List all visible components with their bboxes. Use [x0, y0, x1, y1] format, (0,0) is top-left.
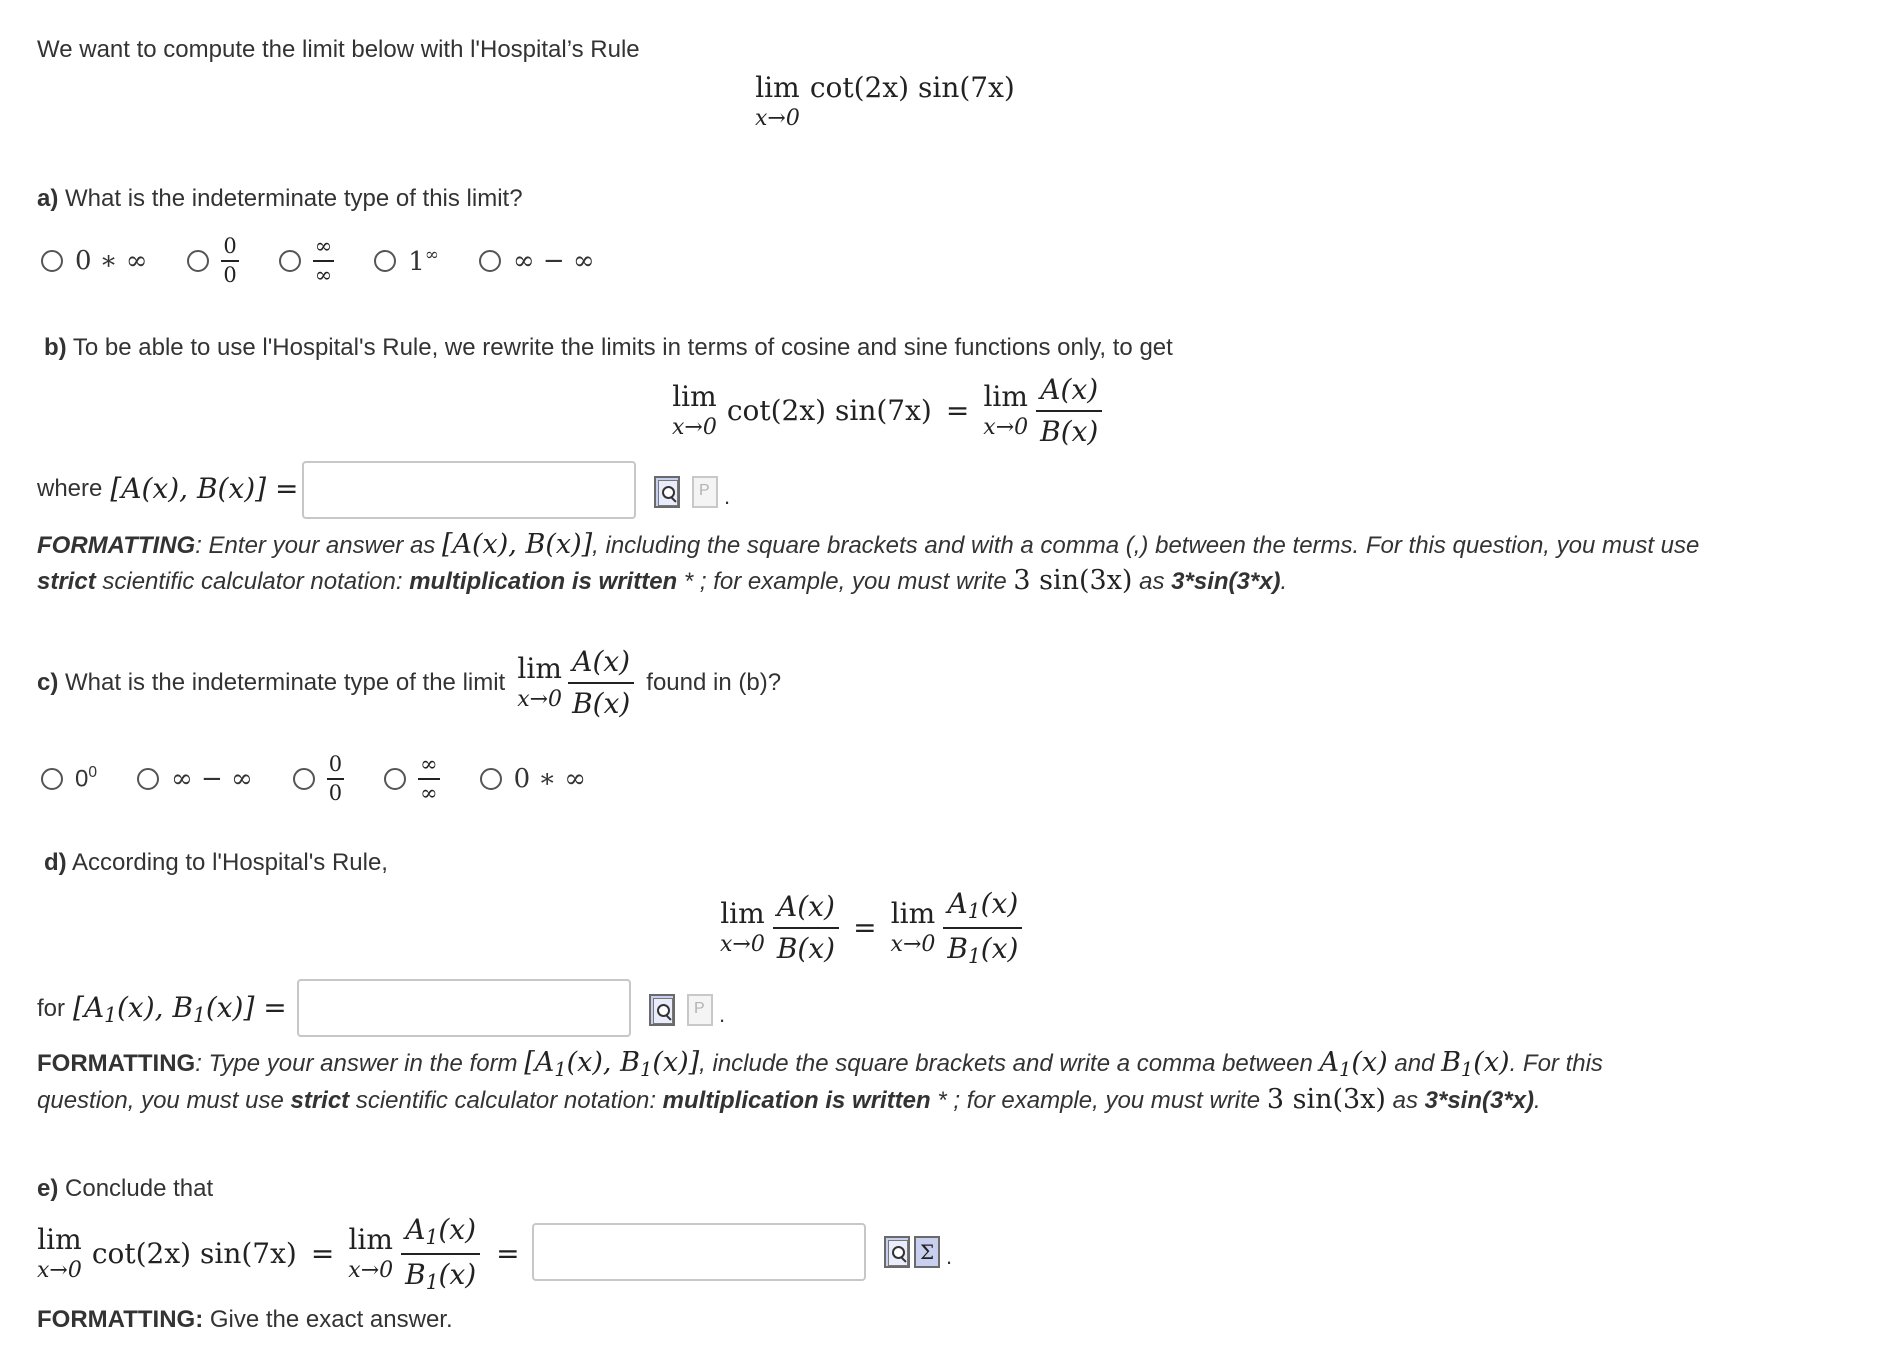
part-a-question: a) What is the indeterminate type of this limit? — [37, 185, 523, 212]
part-d-formatting-line2: question, you must use strict scientific calculator notation: multiplication is written * ; for example, you must write 3 sin(3x) as 3*sin(3*x). — [37, 1084, 1541, 1115]
part-b-formatting-line2: strict scientific calculator notation: multiplication is written * ; for example, you must write 3 sin(3x) as 3*sin(3*x). — [37, 565, 1288, 596]
part-d-for-label: for [A1(x), B1(x)] = — [37, 991, 287, 1028]
part-c-options — [41, 754, 626, 804]
radio-button[interactable] — [279, 250, 301, 272]
part-d-formatting-line1: FORMATTING: Type your answer in the form [A1(x), B1(x)], include the square brackets and write a comma between A1(x) and B1(x). For this — [37, 1047, 1603, 1081]
radio-button[interactable] — [41, 768, 63, 790]
part-d-text: d) According to l'Hospital's Rule, — [44, 849, 388, 876]
part-b-equation: lim x→0 cot(2x) sin(7x) = lim x→0 $\frac{A(x)}{B(x)}$ — [672, 376, 1102, 446]
option-fraction: $\frac{0}{0}$ — [223, 234, 237, 287]
part-a-option[interactable] — [279, 236, 335, 286]
part-b-formatting-line1: FORMATTING: Enter your answer as [A(x), B(x)], including the square brackets and with a comma (,) between the terms. For this question, you must use — [37, 529, 1700, 560]
part-a-options — [41, 236, 635, 286]
part-c-option[interactable]: $0^0$ — [41, 764, 97, 793]
option-fraction: $\frac{\infty}{\infty}$ — [314, 234, 333, 287]
radio-button[interactable] — [480, 768, 502, 790]
answer-input-b[interactable] — [302, 461, 636, 519]
part-e-formatting: FORMATTING: Give the exact answer. — [37, 1306, 453, 1333]
radio-button[interactable] — [479, 250, 501, 272]
part-a-option[interactable]: 1∞ — [374, 244, 439, 277]
part-c-question: c) What is the indeterminate type of the limit lim x→0 $\frac{A(x)}{B(x)}$ found in (b)? — [37, 645, 782, 720]
part-e-text: e) Conclude that — [37, 1175, 214, 1202]
answer-input-d[interactable] — [297, 979, 631, 1037]
part-e-equation: lim x→0 cot(2x) sin(7x) = lim x→0 $\frac{A1(x)}{B1(x)}$ = — [37, 1213, 520, 1294]
option-fraction: $\frac{0}{0}$ — [328, 752, 343, 805]
equation-editor-icon[interactable]: Σ — [914, 1236, 940, 1268]
option-fraction: $\frac{\infty}{\infty}$ — [420, 752, 438, 805]
intro-text: We want to compute the limit below with l'Hospital’s Rule — [37, 36, 640, 63]
radio-button[interactable] — [384, 768, 406, 790]
limit-expression: cot(2x) sin(7x) — [809, 71, 1015, 104]
part-d-equation: lim x→0 $\frac{A(x)}{B(x)}$ = lim x→0 $\frac{A1(x)}{B1(x)}$ — [720, 890, 1022, 966]
radio-button[interactable] — [137, 768, 159, 790]
part-c-option[interactable]: ∞ − ∞ — [137, 764, 253, 794]
radio-button[interactable] — [293, 768, 315, 790]
part-a-option[interactable] — [187, 236, 238, 286]
preview-icon[interactable] — [884, 1236, 910, 1268]
preview-icon[interactable] — [654, 476, 680, 508]
radio-button[interactable] — [374, 250, 396, 272]
radio-button[interactable] — [187, 250, 209, 272]
syntax-help-icon[interactable]: P — [687, 994, 713, 1026]
part-b-text: b) To be able to use l'Hospital's Rule, we rewrite the limits in terms of cosine and sine functions only, to get — [44, 334, 1173, 361]
part-a-option[interactable]: ∞ − ∞ — [479, 246, 595, 276]
syntax-help-icon[interactable]: P — [692, 476, 718, 508]
problem-page: We want to compute the limit below with l'Hospital’s Rule lim x→0 cot(2x) sin(7x) a) What is the indeterminate type of this limit? 0 ∗ ∞ $\frac{0}{0}$ $\frac{\infty}{\infty}$ 1∞ ∞ − ∞ b) To be able to use l'Hospital's Rule, we rewrite the limits in terms of cosine and sine functions only, to get lim x→0 cot(2x) sin(7x) = lim x→0 $\frac{A(x)}{B(x)}$ where [A(x), B(x)] = P . FORMATTING: Enter your answer as [A(x), B(x)], including the square brackets and with a comma (,) between the terms. For this question, you must use strict scientific calculator notation: multiplication is written * ; for example, you must write 3 sin(3x) as 3*sin(3*x). c) What is the indeterminate type of the limit lim x→0 $\frac{A(x)}{B(x)}$ found in (b)? $0^0$ ∞ − ∞ $\frac{0}{0}$ $\frac{\infty}{\infty}$ 0 ∗ ∞ d) According to l'Hospital's Rule, lim x→0 $\frac{A(x)}{B(x)}$ = lim x→0 $\frac{A1(x)}{B1(x)}$ for [A1(x), B1(x)] = P . FORMATTING: Type your answer in the form [A1(x), B1(x)], include the square brackets and write a comma between A1(x) and B1(x). For this question, you must use strict scientific calculator notation: multiplication is written * ; for example, you must write 3 sin(3x) as 3*sin(3*x). e) Conclude that lim x→0 cot(2x) sin(7x) = lim x→0 $\frac{A1(x)}{B1(x)}$ = Σ . FORMATTING: Give the exact answer. — [37, 36, 1700, 1333]
part-c-option[interactable] — [384, 754, 440, 804]
main-limit — [755, 71, 1015, 131]
part-c-option[interactable]: 0 ∗ ∞ — [480, 764, 586, 794]
preview-icon[interactable] — [649, 994, 675, 1026]
part-b-where-label: where [A(x), B(x)] = — [37, 472, 299, 505]
part-a-option[interactable]: 0 ∗ ∞ — [41, 246, 147, 276]
lim-operator: lim x→0 — [755, 71, 800, 131]
answer-input-e[interactable] — [532, 1223, 866, 1281]
part-c-option[interactable] — [293, 754, 344, 804]
radio-button[interactable] — [41, 250, 63, 272]
